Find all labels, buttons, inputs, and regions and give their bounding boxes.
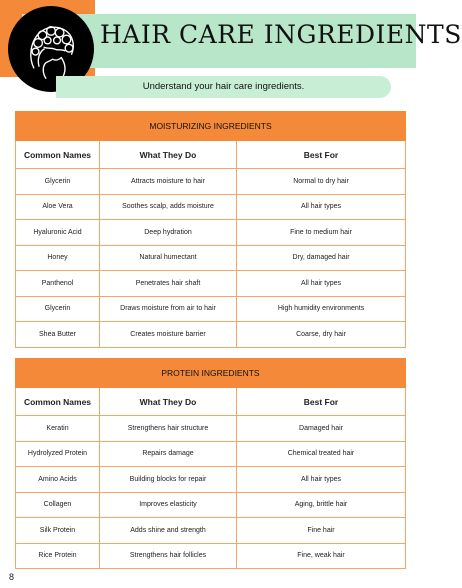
protein-section-title: PROTEIN INGREDIENTS xyxy=(16,359,406,388)
table-row xyxy=(16,245,406,271)
table-cell: Strengthens hair structure xyxy=(100,416,237,442)
table-cell: Draws moisture from air to hair xyxy=(100,296,237,322)
table-cell: Aloe Vera xyxy=(16,194,100,220)
table-cell: Coarse, dry hair xyxy=(237,322,406,348)
table-cell: Normal to dry hair xyxy=(237,169,406,195)
column-header-common-names: Common Names xyxy=(16,388,100,416)
table-cell: Building blocks for repair xyxy=(100,467,237,493)
table-cell: Attracts moisture to hair xyxy=(100,169,237,195)
table-cell: All hair types xyxy=(237,271,406,297)
moisturizing-section-title: MOISTURIZING INGREDIENTS xyxy=(16,112,406,141)
column-header-common-names: Common Names xyxy=(16,141,100,169)
table-cell: Chemical treated hair xyxy=(237,441,406,467)
table-cell: Amino Acids xyxy=(16,467,100,493)
table-cell: Fine, weak hair xyxy=(237,543,406,569)
subtitle-banner xyxy=(56,76,391,98)
table-cell: Shea Butter xyxy=(16,322,100,348)
table-row xyxy=(16,467,406,493)
table-row xyxy=(16,492,406,518)
table-cell: Fine to medium hair xyxy=(237,220,406,246)
table-row xyxy=(16,518,406,544)
table-cell: Hydrolyzed Protein xyxy=(16,441,100,467)
table-cell: Fine hair xyxy=(237,518,406,544)
page-number: 8 xyxy=(9,572,15,582)
table-cell: Damaged hair xyxy=(237,416,406,442)
column-header-what-they-do: What They Do xyxy=(100,141,237,169)
table-row xyxy=(16,220,406,246)
table-cell: Penetrates hair shaft xyxy=(100,271,237,297)
table-row xyxy=(16,441,406,467)
table-cell: Aging, brittle hair xyxy=(237,492,406,518)
moisturizing-table xyxy=(15,111,406,348)
table-cell: Glycerin xyxy=(16,169,100,195)
table-cell: Rice Protein xyxy=(16,543,100,569)
table-cell: Dry, damaged hair xyxy=(237,245,406,271)
table-cell: Improves elasticity xyxy=(100,492,237,518)
page-subtitle: Understand your hair care ingredients. xyxy=(142,81,305,92)
table-cell: High humidity environments xyxy=(237,296,406,322)
table-row xyxy=(16,322,406,348)
column-header-best-for: Best For xyxy=(237,141,406,169)
page-title: HAIR CARE INGREDIENTS xyxy=(100,20,462,49)
table-cell: Creates moisture barrier xyxy=(100,322,237,348)
table-cell: Collagen xyxy=(16,492,100,518)
table-row xyxy=(16,416,406,442)
table-cell: Panthenol xyxy=(16,271,100,297)
table-cell: Repairs damage xyxy=(100,441,237,467)
table-cell: Glycerin xyxy=(16,296,100,322)
table-cell: Honey xyxy=(16,245,100,271)
table-cell: Soothes scalp, adds moisture xyxy=(100,194,237,220)
table-cell: Adds shine and strength xyxy=(100,518,237,544)
table-cell: Deep hydration xyxy=(100,220,237,246)
table-cell: All hair types xyxy=(237,194,406,220)
table-row xyxy=(16,296,406,322)
table-row xyxy=(16,169,406,195)
column-header-what-they-do: What They Do xyxy=(100,388,237,416)
table-row xyxy=(16,194,406,220)
table-cell: Hyaluronic Acid xyxy=(16,220,100,246)
protein-table xyxy=(15,358,406,569)
column-header-best-for: Best For xyxy=(237,388,406,416)
table-row xyxy=(16,271,406,297)
table-cell: All hair types xyxy=(237,467,406,493)
table-cell: Silk Protein xyxy=(16,518,100,544)
table-cell: Natural humectant xyxy=(100,245,237,271)
table-cell: Strengthens hair follicles xyxy=(100,543,237,569)
table-row xyxy=(16,543,406,569)
table-cell: Keratin xyxy=(16,416,100,442)
